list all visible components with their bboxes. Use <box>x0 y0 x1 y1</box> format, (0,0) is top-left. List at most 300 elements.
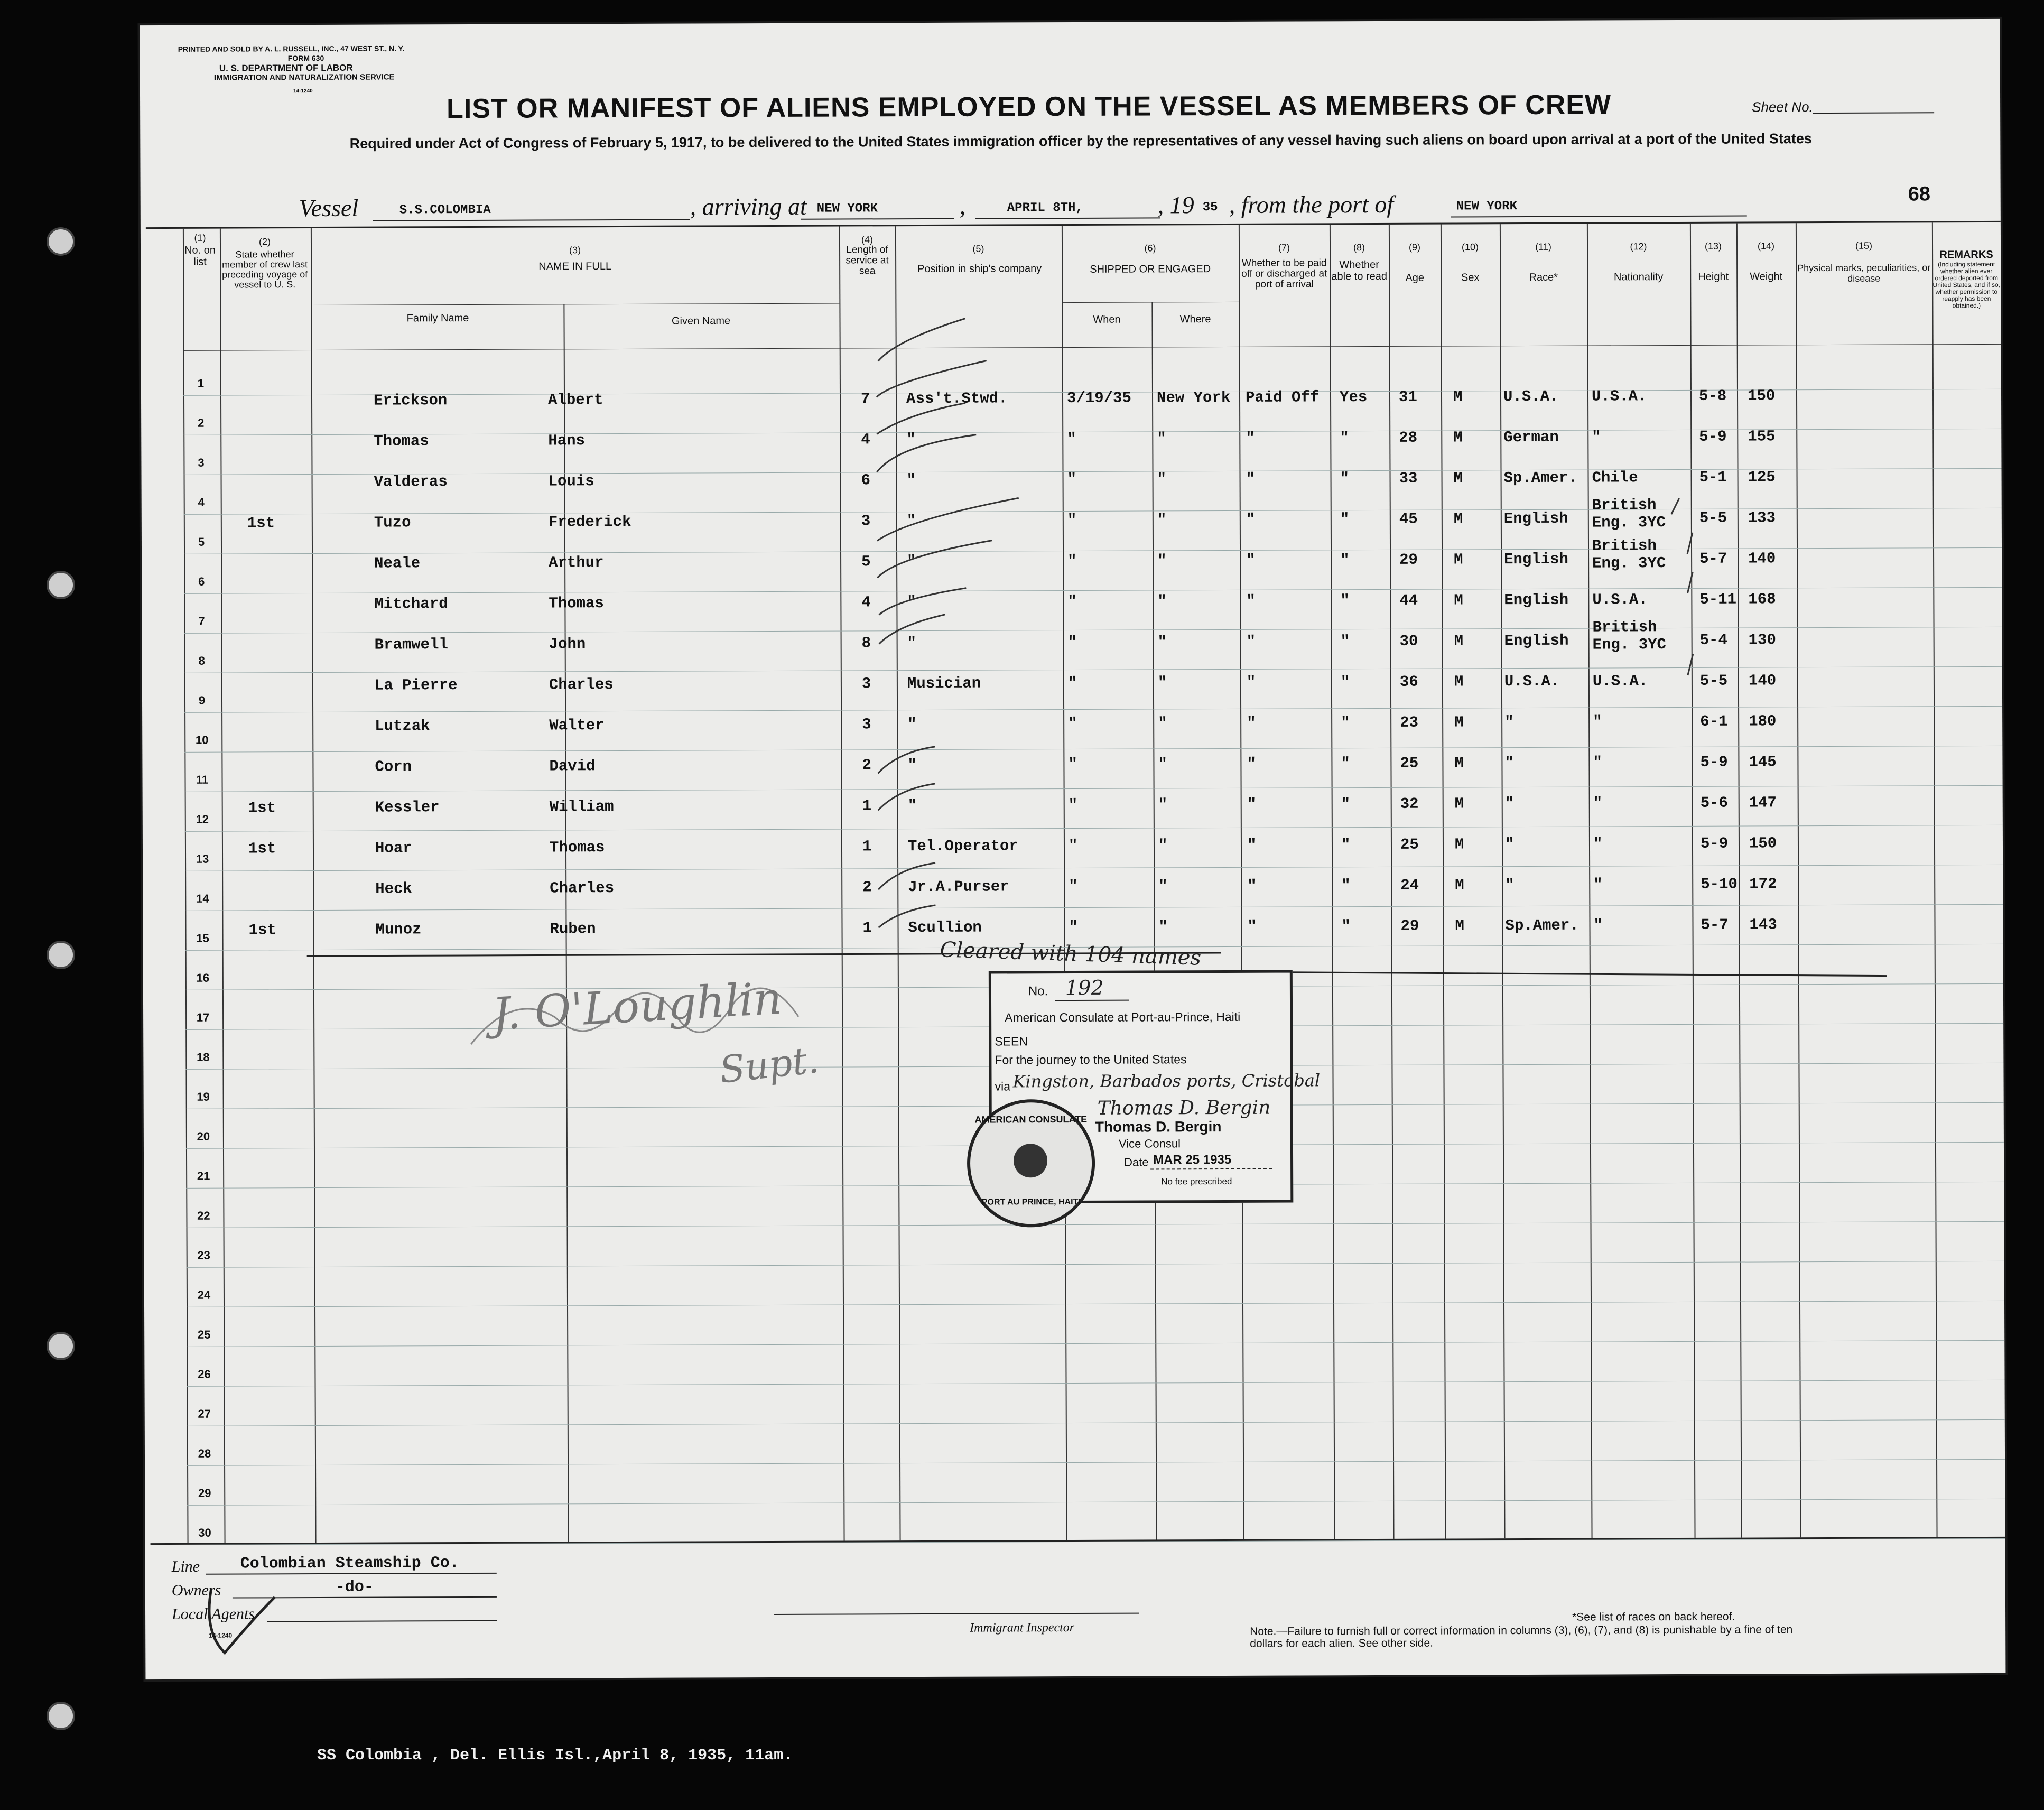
crew-given: Hans <box>548 432 585 450</box>
col-num-12: (12) <box>1630 241 1647 252</box>
column-rule <box>1690 224 1696 1538</box>
crew-when: " <box>1067 430 1076 448</box>
crew-race: Sp.Amer. <box>1503 469 1577 487</box>
crew-paid: " <box>1247 917 1257 935</box>
crew-when: " <box>1067 511 1077 530</box>
crew-weight: 180 <box>1749 712 1777 730</box>
crew-prev: 1st <box>248 799 276 817</box>
crew-prev: 1st <box>247 514 275 532</box>
row-rule <box>187 1301 2004 1307</box>
seal-bottom-text: PORT AU PRINCE, HAITI <box>981 1197 1081 1207</box>
arriving-label: , arriving at <box>690 192 807 220</box>
crew-read: " <box>1341 714 1350 732</box>
owners-label: Owners <box>171 1581 221 1599</box>
stamp-no-fee: No fee prescribed <box>1161 1176 1232 1187</box>
crew-where: " <box>1157 470 1167 488</box>
crew-paid: " <box>1246 592 1256 610</box>
crew-when: " <box>1068 796 1078 814</box>
crew-given: William <box>549 798 614 816</box>
crew-nat: " <box>1592 428 1601 446</box>
column-rule <box>1932 222 1938 1537</box>
crew-sex: M <box>1455 876 1464 894</box>
line-label: Line <box>171 1557 200 1575</box>
row-number: 18 <box>197 1050 210 1064</box>
crew-family: Bramwell <box>374 636 448 654</box>
crew-weight: 145 <box>1749 753 1777 771</box>
crew-given: Charles <box>549 676 614 694</box>
crew-weight: 172 <box>1749 875 1777 893</box>
crew-when: " <box>1067 470 1077 489</box>
crew-weight: 150 <box>1747 387 1776 405</box>
crew-race: U.S.A. <box>1504 672 1560 691</box>
crew-nat: British <box>1592 537 1657 555</box>
crew-read: " <box>1340 551 1350 569</box>
crew-nat: British <box>1592 618 1657 636</box>
crew-sex: M <box>1454 551 1463 569</box>
crew-position: " <box>907 716 917 734</box>
crew-read: " <box>1340 510 1350 528</box>
crew-sex: M <box>1454 591 1463 609</box>
column-rule <box>1062 226 1067 1540</box>
row-number: 22 <box>197 1209 210 1222</box>
crew-paid: " <box>1246 551 1256 569</box>
consulate-seal <box>967 1099 1095 1228</box>
crew-family: Valderas <box>374 473 448 491</box>
crew-age: 30 <box>1399 632 1418 650</box>
crew-nat: " <box>1593 713 1602 731</box>
col-header-height: Height <box>1698 271 1729 283</box>
crew-sex: M <box>1454 713 1464 731</box>
crew-given: Walter <box>549 717 605 735</box>
crew-where: " <box>1157 674 1167 692</box>
col-num-1: (1) <box>194 232 206 243</box>
row-number: 17 <box>196 1010 210 1024</box>
penalty-note: Note.—Failure to furnish full or correct information in columns (3), (6), (7), and (8) is punishable by a fine of ten dollars for each alien. See other side. <box>1250 1623 1793 1650</box>
crew-race: " <box>1505 876 1515 894</box>
col-num-11: (11) <box>1535 241 1551 252</box>
eagle-icon <box>1014 1144 1047 1177</box>
crew-age: 44 <box>1399 591 1418 609</box>
crew-weight: 150 <box>1749 834 1777 852</box>
row-number: 29 <box>198 1486 211 1500</box>
year-prefix: , 19 <box>1157 191 1194 219</box>
crew-where: " <box>1158 918 1168 936</box>
col-num-14: (14) <box>1757 240 1775 252</box>
row-rule <box>185 904 2003 911</box>
header-rule <box>311 303 839 305</box>
crew-race: English <box>1503 509 1568 528</box>
consul-name: Thomas D. Bergin <box>1094 1118 1222 1135</box>
arriving-port: NEW YORK <box>816 201 878 216</box>
crew-service: 4 <box>861 593 871 611</box>
crew-when: " <box>1068 837 1078 855</box>
crew-read: " <box>1341 795 1351 813</box>
col-header-where: Where <box>1179 313 1211 326</box>
crew-race: " <box>1504 754 1514 772</box>
crew-nat: " <box>1593 794 1603 812</box>
col-header-nationality: Nationality <box>1613 271 1664 283</box>
crew-where: " <box>1158 877 1168 895</box>
row-rule <box>187 1419 2005 1426</box>
crew-prev: 1st <box>248 921 276 939</box>
vessel-underline <box>373 219 690 221</box>
col-num-5: (5) <box>972 243 984 254</box>
department-name: U. S. DEPARTMENT OF LABOR <box>219 62 353 73</box>
crew-race: German <box>1503 428 1559 447</box>
master-title: Supt. <box>717 1038 821 1092</box>
stamp-consulate: American Consulate at Port-au-Prince, Haiti <box>1005 1009 1241 1025</box>
crew-weight: 130 <box>1748 631 1776 649</box>
crew-when: " <box>1068 755 1077 774</box>
crew-age: 29 <box>1399 551 1418 569</box>
stamp-no-value: 192 <box>1065 976 1104 1000</box>
crew-position: " <box>906 431 916 449</box>
crew-age: 24 <box>1400 876 1419 894</box>
crew-sex: M <box>1453 469 1463 487</box>
binder-hole <box>47 1332 75 1360</box>
crew-weight: 168 <box>1748 590 1776 608</box>
crew-service: 3 <box>861 675 871 693</box>
col-header-race: Race* <box>1529 271 1558 283</box>
binder-hole <box>47 571 75 599</box>
col-header-sex: Sex <box>1461 272 1480 284</box>
table-row-rules <box>140 19 2000 25</box>
crew-position: " <box>907 593 916 611</box>
col-header-position: Position in ship's company <box>917 263 1042 275</box>
crew-height: 5-7 <box>1699 550 1727 568</box>
crew-when: " <box>1069 918 1078 936</box>
stamp-via-label: via <box>995 1079 1011 1093</box>
crew-position: Scullion <box>908 918 982 937</box>
crew-paid: " <box>1246 510 1256 528</box>
crew-read: " <box>1340 633 1350 651</box>
inspector-label: Immigrant Inspector <box>970 1620 1075 1635</box>
crew-read: " <box>1341 836 1351 854</box>
crew-position: " <box>906 471 916 489</box>
printer-line: PRINTED AND SOLD BY A. L. RUSSELL, INC., 47 WEST ST., N. Y. <box>178 44 405 53</box>
crew-nat2: Eng. 3YC <box>1592 636 1666 654</box>
crew-position: " <box>907 797 917 815</box>
crew-nat: " <box>1593 754 1602 772</box>
stamp-seen: SEEN <box>995 1034 1028 1048</box>
row-rule <box>187 1380 2005 1387</box>
row-number: 11 <box>196 773 209 786</box>
crew-nat2: Eng. 3YC <box>1592 554 1666 572</box>
crew-where: " <box>1157 511 1167 529</box>
arrival-stamp-line: SS Colombia , Del. Ellis Isl.,April 8, 1935, 11am. <box>317 1747 793 1765</box>
table-column-rules <box>140 19 2000 25</box>
col-header-given-name: Given Name <box>671 315 731 327</box>
sheet-no-label: Sheet No. <box>1752 99 1813 115</box>
agents-label: Local Agents <box>171 1605 255 1623</box>
crew-race: " <box>1504 795 1515 813</box>
crew-height: 5-1 <box>1699 468 1727 486</box>
column-rule <box>1389 225 1395 1539</box>
page-title: LIST OR MANIFEST OF ALIENS EMPLOYED ON THE VESSEL AS MEMBERS OF CREW <box>447 89 1612 125</box>
row-rule <box>187 1261 2004 1268</box>
crew-position: " <box>907 634 917 652</box>
crew-weight: 140 <box>1748 550 1776 568</box>
row-number: 26 <box>198 1367 211 1381</box>
col-header-shipped: SHIPPED OR ENGAGED <box>1090 263 1211 275</box>
master-signature: J. O'Loughlin <box>490 972 784 1041</box>
header-rule <box>1062 302 1239 303</box>
date-underline <box>975 217 1160 219</box>
row-rule <box>183 429 2001 435</box>
crew-age: 32 <box>1400 795 1419 813</box>
crew-paid: " <box>1247 795 1257 813</box>
row-number: 25 <box>197 1328 211 1341</box>
crew-given: Thomas <box>549 839 605 857</box>
crew-read: Yes <box>1339 388 1368 406</box>
binder-hole <box>47 227 75 256</box>
col-num-8: (8) <box>1353 242 1365 253</box>
crew-position: Ass't.Stwd. <box>906 389 1008 408</box>
crew-paid: " <box>1247 836 1257 854</box>
col-header-weight: Weight <box>1750 271 1783 283</box>
crew-sex: M <box>1453 510 1463 528</box>
row-number: 28 <box>198 1446 211 1460</box>
crew-where: " <box>1158 837 1168 855</box>
crew-sex: M <box>1454 632 1464 650</box>
row-number: 7 <box>198 614 205 628</box>
column-rule <box>1796 223 1801 1537</box>
row-number: 3 <box>198 456 205 469</box>
crew-family: Tuzo <box>374 514 411 532</box>
binder-hole <box>47 1702 75 1730</box>
stamp-date-label: Date <box>1124 1155 1149 1169</box>
column-rule <box>1151 302 1157 1539</box>
crew-height: 5-11 <box>1699 590 1737 608</box>
col-num-9: (9) <box>1408 242 1421 253</box>
crew-paid: " <box>1246 673 1256 691</box>
crew-weight: 143 <box>1749 916 1777 934</box>
crew-paid: " <box>1247 877 1257 895</box>
page-subtitle: Required under Act of Congress of February 5, 1917, to be delivered to the United States immigration officer by the representatives of any vessel having such aliens on board upon arrival at a port of the United States <box>349 131 1812 152</box>
crew-nat: " <box>1593 876 1603 894</box>
crew-age: 23 <box>1400 713 1419 731</box>
consul-signature: Thomas D. Bergin <box>1097 1097 1271 1119</box>
table-top-rule <box>146 221 2001 229</box>
crew-where: " <box>1157 552 1167 570</box>
col-header-last-voyage: State whether member of crew last preceding voyage of vessel to U. S. <box>222 249 308 290</box>
crew-nat: U.S.A. <box>1592 591 1648 609</box>
crew-paid: " <box>1246 633 1256 651</box>
crew-height: 5-7 <box>1701 916 1729 934</box>
row-rule <box>185 865 2003 871</box>
crew-given: David <box>549 757 596 775</box>
row-number: 1 <box>197 376 205 390</box>
crew-height: 5-8 <box>1698 387 1727 405</box>
arrival-year: 35 <box>1202 200 1218 215</box>
crew-height: 5-5 <box>1699 672 1728 690</box>
crew-where: " <box>1157 592 1167 610</box>
crew-when: " <box>1067 592 1077 611</box>
row-number: 20 <box>197 1129 210 1143</box>
crew-where: " <box>1157 633 1167 651</box>
crew-paid: " <box>1247 714 1256 732</box>
from-port-label: , from the port of <box>1229 190 1394 218</box>
crew-where: New York <box>1156 388 1231 407</box>
crew-family: Mitchard <box>374 595 448 613</box>
races-note: *See list of races on back hereof. <box>1572 1610 1735 1623</box>
vessel-label: Vessel <box>299 194 359 222</box>
crew-age: 28 <box>1399 429 1418 447</box>
from-port: NEW YORK <box>1456 199 1518 214</box>
crew-sex: M <box>1454 795 1464 813</box>
col-header-remarks: REMARKS <box>1939 248 1993 261</box>
row-rule <box>184 468 2002 475</box>
crew-family: Corn <box>375 758 412 776</box>
form-number: FORM 630 <box>287 53 324 63</box>
column-rule <box>1330 225 1335 1539</box>
crew-height: 5-6 <box>1700 794 1728 812</box>
col-num-2: (2) <box>258 236 271 247</box>
line-value: Colombian Steamship Co. <box>240 1554 459 1573</box>
crew-when: " <box>1068 714 1077 733</box>
crew-read: " <box>1341 755 1350 773</box>
column-rule <box>839 227 845 1541</box>
crew-when: " <box>1067 552 1077 570</box>
crew-race: English <box>1504 632 1569 650</box>
row-number: 16 <box>196 971 210 985</box>
col-header-remarks-note: (Including statement whether alien ever ordered deported from United States, and if so, whether permission to reapply has been obtained.) <box>1932 260 2001 310</box>
row-rule <box>184 508 2002 515</box>
crew-given: John <box>549 635 586 653</box>
crew-when: 3/19/35 <box>1066 389 1131 407</box>
crew-sex: M <box>1454 836 1464 853</box>
crew-position: Jr.A.Purser <box>908 878 1009 896</box>
crew-family: Neale <box>374 554 421 572</box>
crew-family: Erickson <box>373 392 448 410</box>
crew-race: English <box>1504 591 1569 609</box>
col-header-age: Age <box>1405 272 1425 284</box>
crew-height: 5-5 <box>1699 509 1727 527</box>
crew-where: " <box>1158 714 1167 732</box>
col-header-family-name: Family Name <box>406 312 469 324</box>
col-num-13: (13) <box>1704 240 1722 252</box>
sheet-no-line <box>1813 112 1934 114</box>
col-header-list-no: No. on list <box>184 244 216 268</box>
col-num-6: (6) <box>1144 243 1156 254</box>
crew-family: Heck <box>375 880 412 898</box>
table-bottom-rule <box>151 1537 2005 1545</box>
crew-service: 5 <box>861 553 871 571</box>
consul-title: Vice Consul <box>1118 1137 1181 1150</box>
crew-family: Hoar <box>375 839 412 857</box>
crew-age: 33 <box>1399 469 1418 487</box>
row-rule <box>184 746 2002 753</box>
crew-nat: British <box>1592 496 1657 514</box>
row-rule <box>184 666 2002 673</box>
crew-given: Frederick <box>548 513 631 531</box>
cleared-note: Cleared with 104 names <box>940 938 1202 970</box>
crew-sex: M <box>1453 429 1463 447</box>
crew-where: " <box>1157 430 1166 448</box>
row-number: 4 <box>198 495 205 509</box>
crew-service: 3 <box>862 716 871 734</box>
row-number: 2 <box>198 416 205 430</box>
crew-given: Albert <box>547 391 603 409</box>
crew-height: 6-1 <box>1700 712 1728 730</box>
crew-nat: U.S.A. <box>1592 672 1648 690</box>
column-rule <box>895 226 901 1540</box>
stamp-journey: For the journey to the United States <box>995 1052 1187 1067</box>
crew-position: Tel.Operator <box>907 837 1018 856</box>
crew-age: 36 <box>1399 673 1418 691</box>
crew-service: 1 <box>862 838 872 856</box>
crew-family: Kessler <box>375 799 440 816</box>
stamp-no-label: No. <box>1028 984 1048 999</box>
col-header-physical-marks: Physical marks, peculiarities, or disease <box>1797 262 1931 284</box>
vessel-name: S.S.COLOMBIA <box>399 202 491 218</box>
crew-weight: 125 <box>1748 468 1776 486</box>
crew-nat: U.S.A. <box>1591 387 1647 405</box>
col-header-name: NAME IN FULL <box>538 261 612 273</box>
row-number: 24 <box>197 1288 211 1302</box>
row-rule <box>184 547 2002 554</box>
crew-weight: 155 <box>1748 428 1776 445</box>
crew-position: Musician <box>907 674 981 693</box>
row-number: 12 <box>196 812 209 826</box>
crew-service: 1 <box>862 797 872 815</box>
col-num-3: (3) <box>569 245 581 256</box>
crew-height: 5-9 <box>1699 428 1727 445</box>
col-num-15: (15) <box>1855 240 1873 251</box>
crew-nat2: Eng. 3YC <box>1592 514 1666 532</box>
column-rule <box>311 228 317 1543</box>
stamp-via-value: Kingston, Barbados ports, Cristobal <box>1012 1070 1321 1092</box>
crew-race: " <box>1504 713 1514 731</box>
crew-service: 2 <box>862 756 871 774</box>
header-rule <box>183 344 2001 351</box>
row-number: 10 <box>195 733 209 747</box>
manifest-page: PRINTED AND SOLD BY A. L. RUSSELL, INC., 47 WEST ST., N. Y. FORM 630 U. S. DEPARTMENT OF LABOR IMMIGRATION AND NATURALIZATION SERVICE 14-1240 LIST OR MANIFEST OF ALIENS EMPLOYED ON THE VESSEL AS MEMBERS OF CREW Sheet No. Required under Act of Congress of February 5, 1917, to be delivered to the United States immigration officer by the representatives of any vessel having such aliens on board upon arrival at a port of the United States Vessel S.S.COLOMBIA , arriving at NEW YORK , APRIL 8TH, , 19 35 , from the port of NEW YORK 68 (1) No. on list (2) State whether member of crew last preceding voyage of vessel to U. S. (3) NAME IN FULL Family Name Given Name (4) Length of service at sea (5) Position in ship's company (6) SHIPPED OR ENGAGED When Where (7) Whether to be paid off or discharged at port of arrival (8) Whether able to read (9) Age (10) Sex (11) Race* (12) Nationality (13) Height (14) Weight (15) Physical marks, peculiarities, or disease REMARKS (Including statement whether alien ever ordered deported from United States, and if so, whether permission to reapply has been obtained.) 1 2 3 4 5 6 7 8 9 10 11 12 13 14 15 16 17 18 19 20 21 22 23 24 25 26 27 28 29 30 Erickson Albert 7 Ass't.Stwd. 3/19/35 New York Paid Off Yes 31 M U.S.A. U.S.A. 5-8 150 Thomas Hans 4 " " " " " 28 M German " 5-9 155 Valderas Louis 6 " " " " " 33 M Sp.Amer. Chile 5-1 125 1st Tuzo Frederick 3 " " " " " 45 M English British 5-5 133 Eng. 3YC Neale Arthur 5 " " " " " 29 M English British 5-7 140 Eng. 3YC Mitchard Thomas 4 " " " " " 44 M English U.S.A. 5-11 168 Bramwell John 8 " " " " " 30 M English British 5-4 130 Eng. 3YC La Pierre Charles 3 Musician " " " " 36 M U.S.A. U.S.A. 5-5 140 Lutzak Walter 3 " " " " " 23 M " " 6-1 180 Corn David 2 " " " " " 25 M " " 5-9 145 1st Kessler William 1 " " " " " 32 M " " 5-6 147 1st Hoar Thomas 1 Tel.Operator " " " " 25 M " " 5-9 150 Heck Charles 2 Jr.A.Purser " " " " 24 M " " 5-10 172 1st Munoz Ruben 1 Scullion " " " " 29 M Sp.Amer. " 5-7 143 Cleared with 104 names J. O'Loughlin Supt. No. 192 American Consulate at Port-au-Prince, Haiti SEEN For the journey to the United States via Kingston, Barbados ports, Cristobal Thomas D. Bergin Thomas D. Bergin Vice Consul Date MAR 25 1935 No fee prescribed AMERICAN CONSULATE PORT AU PRINCE, HAITI Line Colombian Steamship Co. Owners -do- Local Agents 14-1240 Immigrant Inspector *See list of races on back hereof. Note.—Failure to furnish full or correct information in columns (3), (6), (7), and (8) is punishable by a fine of ten dollars for each alien. See other side. <box>140 19 2006 1679</box>
col-header-service: Length of service at sea <box>846 244 889 277</box>
row-number: 9 <box>198 693 206 707</box>
crew-read: " <box>1341 917 1351 935</box>
row-number: 15 <box>196 931 209 945</box>
crew-paid: " <box>1247 755 1256 773</box>
col-header-read: Whether able to read <box>1331 258 1388 283</box>
crew-paid: " <box>1246 429 1255 447</box>
crew-prev: 1st <box>248 840 276 858</box>
crew-race: U.S.A. <box>1503 387 1559 406</box>
crew-service: 4 <box>861 431 870 449</box>
crew-weight: 140 <box>1748 672 1777 690</box>
crew-when: " <box>1067 633 1077 652</box>
crew-position: " <box>907 756 917 774</box>
row-rule <box>184 627 2002 634</box>
crew-age: 29 <box>1400 917 1419 935</box>
crew-family: Munoz <box>375 921 422 939</box>
row-number: 30 <box>198 1526 211 1539</box>
crew-position: " <box>906 512 916 530</box>
crew-height: 5-9 <box>1700 834 1729 852</box>
from-underline <box>1451 216 1747 218</box>
page-number: 68 <box>1908 183 1931 206</box>
row-number: 14 <box>196 892 209 905</box>
crew-where: " <box>1158 755 1167 773</box>
crew-height: 5-9 <box>1700 753 1728 771</box>
crew-weight: 147 <box>1749 794 1777 812</box>
column-rule <box>1441 225 1446 1539</box>
crew-nat: Chile <box>1592 469 1638 487</box>
crew-sex: M <box>1454 673 1464 691</box>
crew-race: " <box>1504 836 1515 853</box>
crew-paid: " <box>1246 470 1256 488</box>
row-rule <box>187 1340 2004 1347</box>
